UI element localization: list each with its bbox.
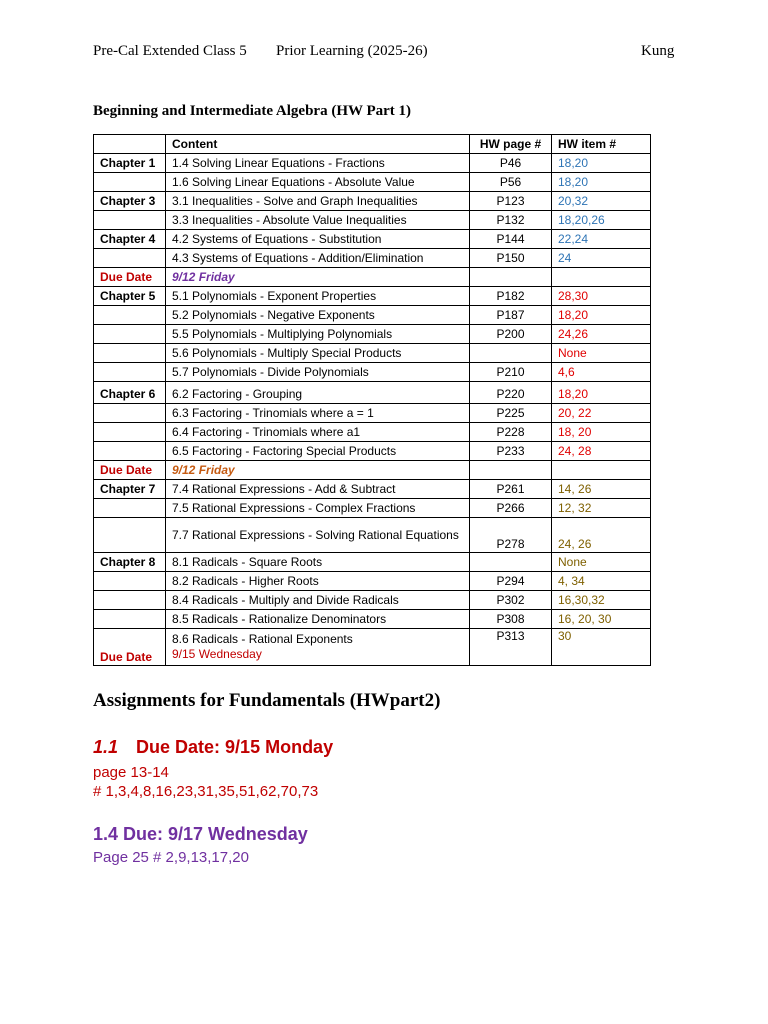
- due-date-label: Due Date: [94, 461, 166, 480]
- content-cell: 8.4 Radicals - Multiply and Divide Radicals: [166, 591, 470, 610]
- chapter-label: Chapter 8: [94, 553, 166, 572]
- items-cell: 4, 34: [552, 572, 651, 591]
- chapter-label: [94, 423, 166, 442]
- table-row: [94, 325, 651, 344]
- content-cell: 4.2 Systems of Equations - Substitution: [166, 230, 470, 249]
- content-cell: 6.4 Factoring - Trinomials where a1: [166, 423, 470, 442]
- table-row: [94, 382, 651, 404]
- assignment-1-pages: page 13-14: [93, 764, 169, 781]
- chapter-label: [94, 442, 166, 461]
- items-cell: [552, 461, 651, 480]
- content-cell: 7.4 Rational Expressions - Add & Subtract: [166, 480, 470, 499]
- page-cell: P144: [470, 230, 552, 249]
- teacher-name: Kung: [641, 43, 675, 59]
- content-cell: 5.5 Polynomials - Multiplying Polynomials: [166, 325, 470, 344]
- algebra-title: Beginning and Intermediate Algebra (HW Part 1): [93, 103, 412, 119]
- table-row: [94, 154, 651, 173]
- content-cell: [166, 629, 470, 666]
- content-cell: 6.5 Factoring - Factoring Special Products: [166, 442, 470, 461]
- table-row: [94, 249, 651, 268]
- content-cell: 8.2 Radicals - Higher Roots: [166, 572, 470, 591]
- table-row: [94, 423, 651, 442]
- items-cell: 20,32: [552, 192, 651, 211]
- content-cell: 1.6 Solving Linear Equations - Absolute Value: [166, 173, 470, 192]
- table-row: [94, 306, 651, 325]
- items-cell: 4,6: [552, 363, 651, 382]
- due-date-label: Due Date: [94, 629, 166, 666]
- due-date-text: 9/12 Friday: [166, 461, 470, 480]
- items-cell: 18, 20: [552, 423, 651, 442]
- page-cell: P200: [470, 325, 552, 344]
- content-cell: 5.1 Polynomials - Exponent Properties: [166, 287, 470, 306]
- page-cell: [470, 553, 552, 572]
- page-cell: P266: [470, 499, 552, 518]
- content-cell: 3.3 Inequalities - Absolute Value Inequalities: [166, 211, 470, 230]
- items-cell: 18,20: [552, 306, 651, 325]
- chapter-label: [94, 325, 166, 344]
- page-cell: P294: [470, 572, 552, 591]
- items-cell: 18,20: [552, 382, 651, 404]
- content-cell: 5.2 Polynomials - Negative Exponents: [166, 306, 470, 325]
- content-cell: 1.4 Solving Linear Equations - Fractions: [166, 154, 470, 173]
- content-cell: 8.1 Radicals - Square Roots: [166, 553, 470, 572]
- content-cell: 6.3 Factoring - Trinomials where a = 1: [166, 404, 470, 423]
- page-cell: P182: [470, 287, 552, 306]
- items-cell: 20, 22: [552, 404, 651, 423]
- assignment-1-heading: [93, 737, 333, 758]
- chapter-label: Chapter 1: [94, 154, 166, 173]
- items-cell: 24, 26: [552, 518, 651, 553]
- table-row: [94, 591, 651, 610]
- table-row: [94, 230, 651, 249]
- items-cell: 16, 20, 30: [552, 610, 651, 629]
- items-cell: 16,30,32: [552, 591, 651, 610]
- items-cell: [552, 268, 651, 287]
- assignment-1-due: Due Date: 9/15 Monday: [136, 737, 334, 757]
- chapter-label: [94, 306, 166, 325]
- content-cell: 5.7 Polynomials - Divide Polynomials: [166, 363, 470, 382]
- page-cell: [470, 268, 552, 287]
- page-cell: P225: [470, 404, 552, 423]
- header-hw-item: HW item #: [552, 135, 651, 154]
- due-date-row: [94, 461, 651, 480]
- items-cell: None: [552, 344, 651, 363]
- due-date-row: [94, 629, 651, 666]
- page-cell: P233: [470, 442, 552, 461]
- page-cell: [470, 344, 552, 363]
- chapter-label: [94, 572, 166, 591]
- items-cell: 24,26: [552, 325, 651, 344]
- items-cell: 18,20: [552, 154, 651, 173]
- page-cell: P220: [470, 382, 552, 404]
- page-cell: P132: [470, 211, 552, 230]
- table-row: [94, 211, 651, 230]
- header-content: Content: [166, 135, 470, 154]
- due-date-label: Due Date: [94, 268, 166, 287]
- assignment-1-number: 1.1: [93, 737, 119, 757]
- table-row: [94, 553, 651, 572]
- table-header-row: [94, 135, 651, 154]
- chapter-label: Chapter 5: [94, 287, 166, 306]
- items-cell: None: [552, 553, 651, 572]
- chapter-label: [94, 173, 166, 192]
- chapter-label: [94, 499, 166, 518]
- items-cell: 28,30: [552, 287, 651, 306]
- header-label: [94, 135, 166, 154]
- page-cell: P261: [470, 480, 552, 499]
- items-cell: 30: [552, 629, 651, 666]
- chapter-label: Chapter 6: [94, 382, 166, 404]
- content-cell: 5.6 Polynomials - Multiply Special Products: [166, 344, 470, 363]
- page-cell: P187: [470, 306, 552, 325]
- page-cell: P313: [470, 629, 552, 666]
- chapter-label: [94, 249, 166, 268]
- content-cell: 3.1 Inequalities - Solve and Graph Inequalities: [166, 192, 470, 211]
- page-cell: P150: [470, 249, 552, 268]
- table-row: [94, 518, 651, 553]
- page-cell: P308: [470, 610, 552, 629]
- table-row: [94, 572, 651, 591]
- items-cell: 12, 32: [552, 499, 651, 518]
- chapter-label: Chapter 4: [94, 230, 166, 249]
- chapter-label: Chapter 3: [94, 192, 166, 211]
- items-cell: 18,20: [552, 173, 651, 192]
- table-row: [94, 287, 651, 306]
- page-cell: P228: [470, 423, 552, 442]
- content-cell: 7.5 Rational Expressions - Complex Fractions: [166, 499, 470, 518]
- table-row: [94, 610, 651, 629]
- content-cell: 7.7 Rational Expressions - Solving Rational Equations: [166, 518, 470, 553]
- page-cell: P56: [470, 173, 552, 192]
- header-hw-page: HW page #: [470, 135, 552, 154]
- chapter-label: [94, 211, 166, 230]
- homework-table: [93, 134, 651, 666]
- page-cell: P210: [470, 363, 552, 382]
- table-row: [94, 363, 651, 382]
- chapter-label: [94, 610, 166, 629]
- fundamentals-title: Assignments for Fundamentals (HWpart2): [93, 690, 441, 711]
- content-cell: 4.3 Systems of Equations - Addition/Elimination: [166, 249, 470, 268]
- page-cell: P123: [470, 192, 552, 211]
- due-date-text: 9/12 Friday: [166, 268, 470, 287]
- page-subtitle: Prior Learning (2025-26): [276, 43, 428, 59]
- assignment-2-heading: 1.4 Due: 9/17 Wednesday: [93, 824, 308, 844]
- items-cell: 24, 28: [552, 442, 651, 461]
- table-row: [94, 442, 651, 461]
- assignment-2-problems: Page 25 # 2,9,13,17,20: [93, 849, 249, 866]
- items-cell: 24: [552, 249, 651, 268]
- table-row: [94, 404, 651, 423]
- items-cell: 22,24: [552, 230, 651, 249]
- content-cell: 6.2 Factoring - Grouping: [166, 382, 470, 404]
- items-cell: 18,20,26: [552, 211, 651, 230]
- table-row: [94, 173, 651, 192]
- due-date-text: 9/15 Wednesday: [172, 647, 262, 661]
- table-row: [94, 480, 651, 499]
- chapter-label: [94, 363, 166, 382]
- due-date-row: [94, 268, 651, 287]
- chapter-label: [94, 344, 166, 363]
- items-cell: 14, 26: [552, 480, 651, 499]
- chapter-label: [94, 518, 166, 553]
- table-row: [94, 192, 651, 211]
- page-cell: P278: [470, 518, 552, 553]
- chapter-label: [94, 404, 166, 423]
- chapter-label: [94, 591, 166, 610]
- content-text: 8.6 Radicals - Rational Exponents: [172, 632, 353, 646]
- assignment-1-problems: # 1,3,4,8,16,23,31,35,51,62,70,73: [93, 783, 319, 800]
- page-cell: P302: [470, 591, 552, 610]
- content-cell: 8.5 Radicals - Rationalize Denominators: [166, 610, 470, 629]
- table-row: [94, 499, 651, 518]
- table-row: [94, 344, 651, 363]
- page-cell: [470, 461, 552, 480]
- course-name: Pre-Cal Extended Class 5: [93, 43, 247, 59]
- chapter-label: Chapter 7: [94, 480, 166, 499]
- page-cell: P46: [470, 154, 552, 173]
